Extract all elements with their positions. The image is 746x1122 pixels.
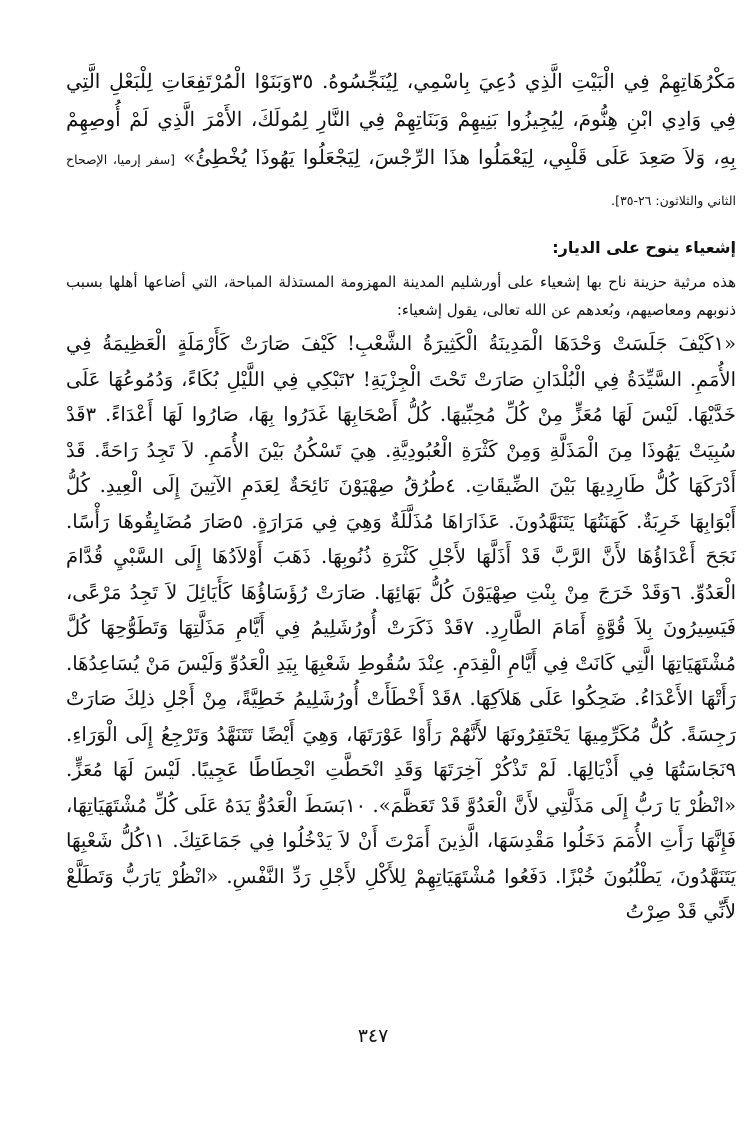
page-number: ٣٤٧ [357,1025,389,1047]
page-body [66,62,736,1062]
scripture-paragraph: «١كَيْفَ جَلَسَتْ وَحْدَهَا الْمَدِينَةُ الْكَثِيرَةُ الشَّعْبِ! كَيْفَ صَارَتْ كَأَرْمَلَةٍ الْعَظِيمَةُ فِي الأُمَمِ. السَّيِّدَةُ فِي الْبُلْدَانِ صَارَتْ تَحْتَ الْجِزْيَةِ! ٢تَبْكِي فِي اللَّيْلِ بُكَاءً، وَدُمُوعُهَا عَلَى خَدَّيْهَا. لَيْسَ لَهَا مُعَزٍّ مِنْ كُلِّ مُحِبِّيهَا. كُلُّ أَصْحَابِهَا غَدَرُوا بِهَا، صَارُوا لَهَا أَعْدَاءً. ٣قَدْ سُبِيَتْ يَهُوذَا مِنَ الْمَذَلَّةِ وَمِنْ كَثْرَةِ الْعُبُودِيَّةِ. هِيَ تَسْكُنُ بَيْنَ الأُمَمِ. لاَ تَجِدُ رَاحَةً. قَدْ أَدْرَكَهَا كُلُّ طَارِدِيهَا بَيْنَ الضِّيقَاتِ. ٤طُرُقُ صِهْيَوْنَ نَائِحَةٌ لِعَدَمِ الآتِينَ إِلَى الْعِيدِ. كُلُّ أَبْوَابِهَا خَرِبَةٌ. كَهَنَتُهَا يَتَنَهَّدُونَ. عَذَارَاهَا مُذَلَّلَةٌ وَهِيَ فِي مَرَارَةٍ. ٥صَارَ مُضَايِقُوهَا رَأْسًا. نَجَحَ أَعْدَاؤُهَا لأَنَّ الرَّبَّ قَدْ أَذَلَّهَا لأَجْلِ كَثْرَةِ ذُنُوبِهَا. ذَهَبَ أَوْلاَدُهَا إِلَى السَّبْيِ قُدَّامَ الْعَدُوِّ. ٦وَقَدْ خَرَجَ مِنْ بِنْتِ صِهْيَوْنَ كُلُّ بَهَائِهَا. صَارَتْ رُؤَسَاؤُهَا كَأَيَائِلَ لاَ تَجِدُ مَرْعًى، فَيَسِيرُونَ بِلاَ قُوَّةٍ أَمَامَ الطَّارِدِ. ٧قَدْ ذَكَرَتْ أُورُشَلِيمُ فِي أَيَّامِ مَذَلَّتِهَا وَتَطَوُّحِهَا كُلَّ مُشْتَهَيَاتِهَا الَّتِي كَانَتْ فِي أَيَّامِ الْقِدَمِ. عِنْدَ سُقُوطِ شَعْبِهَا بِيَدِ الْعَدُوِّ وَلَيْسَ مَنْ يُسَاعِدُهَا. رَأَتْهَا الأَعْدَاءُ. ضَحِكُوا عَلَى هَلاَكِهَا. ٨قَدْ أَخْطَأَتْ أُورُشَلِيمُ خَطِيَّةً، مِنْ أَجْلِ ذلِكَ صَارَتْ رَجِسَةً. كُلُّ مُكَرِّمِيهَا يَحْتَقِرُونَهَا لأَنَّهُمْ رَأَوْا عَوْرَتَهَا، وَهِيَ أَيْضًا تَتَنَهَّدُ وَتَرْجِعُ إِلَى الْوَرَاءِ. ٩نَجَاسَتُهَا فِي أَذْيَالِهَا. لَمْ تَذْكُرْ آخِرَتَهَا وَقَدِ انْحَطَّتِ انْحِطَاطًا عَجِيبًا. لَيْسَ لَهَا مُعَزٍّ. «انْظُرْ يَا رَبُّ إِلَى مَذَلَّتِي لأَنَّ الْعَدُوَّ قَدْ تَعَظَّمَ». ١٠بَسَطَ الْعَدُوُّ يَدَهُ عَلَى كُلِّ مُشْتَهَيَاتِهَا، فَإِنَّهَا رَأَتِ الأُمَمَ دَخَلُوا مَقْدِسَهَا، الَّذِينَ أَمَرْتَ أَنْ لاَ يَدْخُلُوا فِي جَمَاعَتِكَ. ١١كُلُّ شَعْبِهَا يَتَنَهَّدُونَ، يَطْلُبُونَ خُبْزًا. دَفَعُوا مُشْتَهَيَاتِهِمْ لِلأَكْلِ لأَجْلِ رَدِّ النَّفْسِ. «انْظُرْ يَارَبُّ وَتَطَلَّعْ لأَنِّي قَدْ صِرْتُ [66,332,737,923]
citation: [سفر إرميا، الإصحاح الثاني والثلاثون: ٢٦-٣٥]. [66,152,736,208]
top-quote-paragraph [66,62,736,220]
top-quote-text: مَكْرُهَاتِهِمْ فِي الْبَيْتِ الَّذِي دُعِيَ بِاسْمِي، لِيُنَجِّسُوهُ. ٣٥وَبَنَوْا الْمُرْتَفِعَاتِ لِلْبَعْلِ الَّتِي فِي وَادِي ابْنِ هِنُّومَ، لِيُجِيزُوا بَنِيهِمْ وَبَنَاتِهِمْ فِي النَّارِ لِمُولَكَ، الأَمْرَ الَّذِي لَمْ أُوصِهِمْ بِهِ، وَلاَ صَعِدَ عَلَى قَلْبِي، لِيَعْمَلُوا هذَا الرِّجْسَ، لِيَجْعَلُوا يَهُوذَا يُخْطِئُ» [66,69,737,169]
section-heading: إشعياء ينوح على الديار: [552,238,736,257]
intro-paragraph: هذه مرثية حزينة ناح بها إشعياء على أورشليم المدينة المهزومة المستذلة المباحة، التي أضاعها أهلها بسبب ذنوبهم ومعاصيهم، وبُعدهم عن الله تعالى، يقول إشعياء: [66,273,736,319]
